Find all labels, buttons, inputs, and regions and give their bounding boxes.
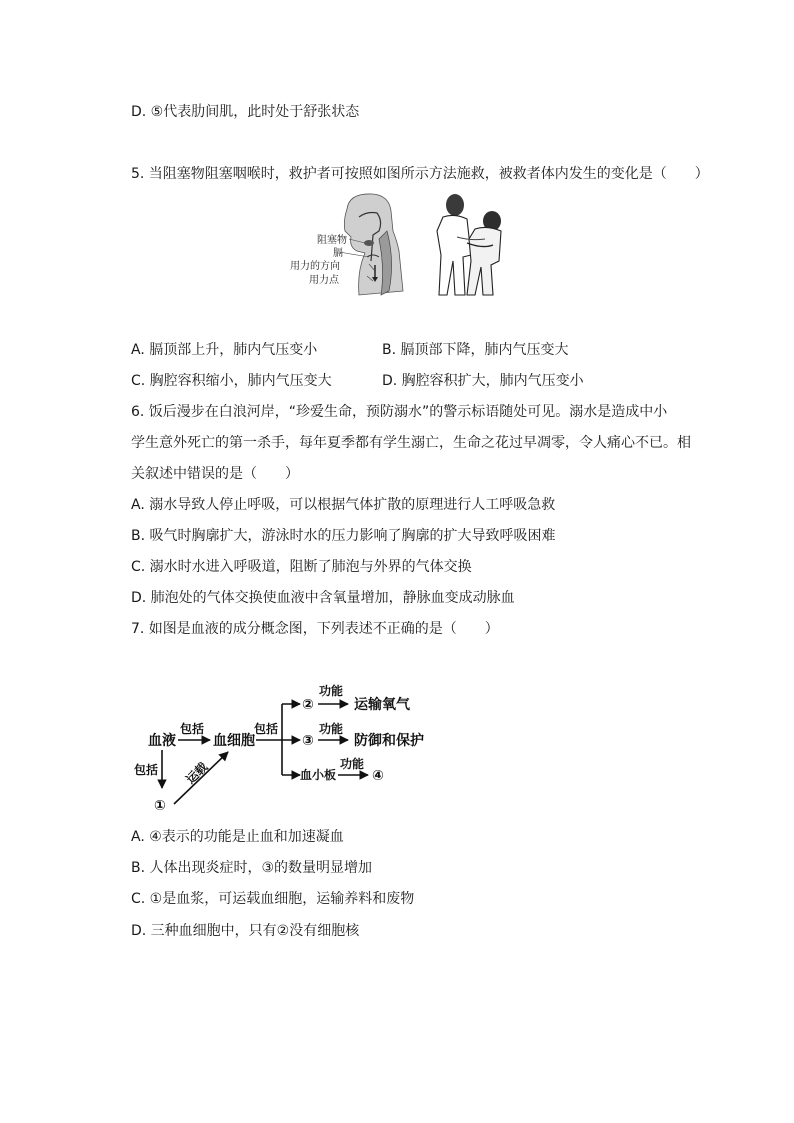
q5-option-a: A. 膈顶部上升，肺内气压变小 <box>131 342 318 358</box>
edge-function-2: 功能 <box>319 722 344 736</box>
edge-transport: 运载 <box>183 759 211 787</box>
node-blood-cells: 血细胞 <box>213 733 255 749</box>
node-blood: 血液 <box>148 733 176 749</box>
q7-option-c: C. ①是血浆，可运载血细胞，运输养料和废物 <box>131 891 415 907</box>
q6-option-d: D. 肺泡处的气体交换使血液中含氧量增加，静脉血变成动脉血 <box>131 590 515 606</box>
q5-option-b: B. 膈顶部下降，肺内气压变大 <box>382 342 569 358</box>
blood-concept-map <box>120 676 440 816</box>
node-4: ④ <box>372 768 384 784</box>
q5-option-c: C. 胸腔容积缩小，肺内气压变大 <box>131 373 332 389</box>
q7-option-d: D. 三种血细胞中，只有②没有细胞核 <box>131 923 360 939</box>
node-carry-oxygen: 运输氧气 <box>354 697 410 713</box>
node-defense: 防御和保护 <box>354 733 424 749</box>
label-diaphragm: 膈 <box>333 248 343 259</box>
edge-function-1: 功能 <box>319 684 344 698</box>
edge-includes-top: 包括 <box>180 722 205 736</box>
q5-heimlich-figure <box>287 191 517 301</box>
label-force-point: 用力点 <box>309 275 339 286</box>
edge-includes-down: 包括 <box>134 763 159 777</box>
rescue-illustration <box>437 194 501 295</box>
q6-option-a: A. 溺水导致人停止呼吸，可以根据气体扩散的原理进行人工呼吸急救 <box>131 497 556 513</box>
q6-option-b: B. 吸气时胸廓扩大，游泳时水的压力影响了胸廓的扩大导致呼吸困难 <box>131 528 556 544</box>
node-1: ① <box>154 798 166 814</box>
q7-option-b: B. 人体出现炎症时，③的数量明显增加 <box>131 860 373 876</box>
edge-includes-branch: 包括 <box>254 722 279 736</box>
q6-option-c: C. 溺水时水进入呼吸道，阻断了肺泡与外界的气体交换 <box>131 559 472 575</box>
node-2: ② <box>302 697 314 713</box>
q4-option-d: D. ⑤代表肋间肌，此时处于舒张状态 <box>131 104 360 120</box>
node-3: ③ <box>302 733 314 749</box>
q6-stem-line1: 6. 饭后漫步在白浪河岸，“珍爱生命，预防溺水”的警示标语随处可见。溺水是造成中小 <box>131 404 668 420</box>
q6-stem-line3: 关叙述中错误的是（ ） <box>131 466 299 482</box>
q6-stem-line2: 学生意外死亡的第一杀手，每年夏季都有学生溺亡，生命之花过早凋零，令人痛心不已。相 <box>131 435 691 451</box>
label-force-direction: 用力的方向 <box>290 261 340 272</box>
label-obstruction: 阻塞物 <box>317 235 347 246</box>
q5-stem: 5. 当阻塞物阻塞咽喉时，救护者可按照如图所示方法施救，被救者体内发生的变化是（ ） <box>131 166 709 182</box>
q7-stem: 7. 如图是血液的成分概念图，下列表述不正确的是（ ） <box>131 621 499 637</box>
q7-option-a: A. ④表示的功能是止血和加速凝血 <box>131 829 344 845</box>
node-platelet: 血小板 <box>300 768 337 782</box>
anatomy-panel <box>339 194 403 295</box>
edge-function-3: 功能 <box>340 757 365 771</box>
q5-option-d: D. 胸腔容积扩大，肺内气压变小 <box>382 373 584 389</box>
